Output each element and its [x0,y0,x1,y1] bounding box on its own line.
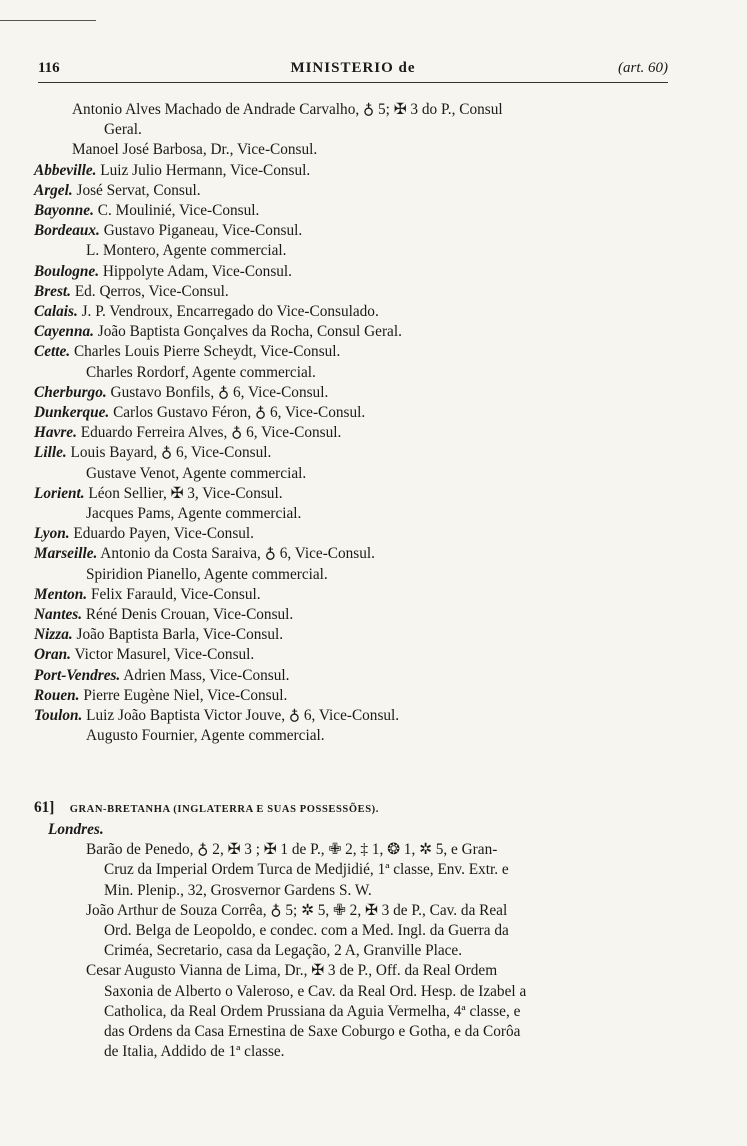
place-name: Port-Vendres. [34,666,121,684]
place-name: Rouen. [34,686,80,704]
list-item [34,302,674,322]
place-name: Nizza. [34,626,73,644]
entry-text: Felix Farauld, Vice-Consul. [90,585,261,603]
consular-list-france [34,100,674,747]
list-item [34,181,674,201]
place-name: Menton. [34,585,88,603]
section-line: Min. Plenip., 32, Grosvernor Gardens S. W. [104,881,372,899]
place-name: Cherburgo. [34,383,107,401]
entry-text: Réné Denis Crouan, Vice-Consul. [85,606,294,624]
section-line: Cruz da Imperial Ordem Turca de Medjidié, 1ª classe, Env. Extr. e [104,861,509,879]
entry-text: Antonio da Costa Saraiva, ♁ 6, Vice-Consul. [100,545,375,563]
place-name: Lyon. [34,525,70,543]
section-line: de Italia, Addido de 1ª classe. [104,1043,285,1061]
section-gran-bretanha [34,798,674,1062]
list-item [34,726,674,746]
list-item [34,706,674,726]
list-item [34,464,674,484]
section-title: GRAN-BRETANHA (INGLATERRA E SUAS POSSESSÕES). [69,804,380,815]
list-item [34,241,674,261]
entry-text: C. Moulinié, Vice-Consul. [97,202,260,220]
entry-text: L. Montero, Agente commercial. [86,242,287,260]
entry-text: Spiridion Pianello, Agente commercial. [86,565,328,583]
section-place: Londres. [48,821,104,838]
entry-text: Gustavo Piganeau, Vice-Consul. [103,222,303,240]
list-item [34,221,674,241]
place-name: Bayonne. [34,202,94,220]
entry-text: Carlos Gustavo Féron, ♁ 6, Vice-Consul. [113,404,366,422]
section-number: 61] [34,799,55,816]
list-item [34,363,674,383]
entry-text: Louis Bayard, ♁ 6, Vice-Consul. [70,444,272,462]
entry-text: João Baptista Barla, Vice-Consul. [76,626,284,644]
entry-text: João Baptista Gonçalves da Rocha, Consul Geral. [97,323,402,341]
entry-text: Adrien Mass, Vice-Consul. [123,666,290,684]
place-name: Calais. [34,303,78,321]
section-line: Criméa, Secretario, casa da Legação, 2 A, Granville Place. [104,942,463,960]
page-number: 116 [38,60,60,76]
list-item [34,625,674,645]
section-heading [34,798,674,820]
list-item [34,100,674,120]
list-item [34,605,674,625]
list-item [34,262,674,282]
entry-text: Léon Sellier, ✠ 3, Vice-Consul. [88,484,283,502]
list-item [34,504,674,524]
header-article: (art. 60) [618,60,668,76]
section-line: Saxonia de Alberto o Valeroso, e Cav. da Real Ord. Hesp. de Izabel a [104,982,527,1000]
entry-text: Gustavo Bonfils, ♁ 6, Vice-Consul. [110,383,329,401]
entry-text: José Servat, Consul. [76,181,201,199]
list-item [34,120,674,140]
section-lines [34,840,674,1062]
section-line: das Ordens da Casa Ernestina de Saxe Coburgo e Gotha, e da Corôa [104,1023,521,1041]
place-name: Bordeaux. [34,222,100,240]
list-item [34,423,674,443]
entry-text: Augusto Fournier, Agente commercial. [86,727,325,745]
section-line: Catholica, da Real Ordem Prussiana da Aguia Vermelha, 4ª classe, e [104,1002,521,1020]
entry-text: Charles Rordorf, Agente commercial. [86,363,316,381]
list-item [34,282,674,302]
top-rule [0,20,96,21]
section-line: João Arthur de Souza Corrêa, ♁ 5; ✲ 5, ✙ 2, ✠ 3 de P., Cav. da Real [86,901,508,919]
entry-text: Gustave Venot, Agente commercial. [86,464,307,482]
entry-text: Charles Louis Pierre Scheydt, Vice-Consul. [73,343,341,361]
entry-text: Eduardo Payen, Vice-Consul. [73,525,255,543]
entry-text: Ed. Qerros, Vice-Consul. [74,282,229,300]
section-line: Ord. Belga de Leopoldo, e condec. com a Med. Ingl. da Guerra da [104,922,509,940]
entry-text: Luiz Julio Hermann, Vice-Consul. [100,161,311,179]
place-name: Oran. [34,646,71,664]
list-item [34,484,674,504]
list-item [34,686,674,706]
entry-text: Geral. [104,121,142,139]
running-header [38,58,668,83]
list-item [34,383,674,403]
place-name: Dunkerque. [34,404,110,422]
list-item [34,201,674,221]
place-name: Argel. [34,181,73,199]
entry-text: Jacques Pams, Agente commercial. [86,505,302,523]
section-line: Cesar Augusto Vianna de Lima, Dr., ✠ 3 de P., Off. da Real Ordem [86,962,498,980]
place-name: Lorient. [34,484,85,502]
place-name: Lille. [34,444,67,462]
place-name: Cayenna. [34,323,94,341]
entry-text: Antonio Alves Machado de Andrade Carvalho, ♁ 5; ✠ 3 do P., Consul [72,101,503,118]
list-item [34,666,674,686]
list-item [34,443,674,463]
place-name: Cette. [34,343,71,361]
list-item [34,403,674,423]
list-item [34,544,674,564]
entry-text: Pierre Eugène Niel, Vice-Consul. [83,686,288,704]
entry-text: Manoel José Barbosa, Dr., Vice-Consul. [72,141,318,159]
list-item [34,645,674,665]
entry-text: Victor Masurel, Vice-Consul. [74,646,255,664]
section-line: Barão de Penedo, ♁ 2, ✠ 3 ; ✠ 1 de P., ✙ 2, ‡ 1, ❂ 1, ✲ 5, e Gran- [86,841,498,859]
list-item [34,140,674,160]
place-name: Nantes. [34,606,83,624]
entry-text: Eduardo Ferreira Alves, ♁ 6, Vice-Consul. [80,424,342,442]
entry-text: Luiz João Baptista Victor Jouve, ♁ 6, Vice-Consul. [86,707,400,725]
place-name: Marseille. [34,545,98,563]
list-item [34,161,674,181]
header-title: MINISTERIO de [290,60,416,76]
list-item [34,565,674,585]
list-item [34,322,674,342]
place-name: Brest. [34,282,71,300]
list-item [34,342,674,362]
entry-text: J. P. Vendroux, Encarregado do Vice-Consulado. [81,303,379,321]
place-name: Toulon. [34,707,83,725]
place-name: Boulogne. [34,262,100,280]
list-item [34,585,674,605]
list-item [34,524,674,544]
place-name: Havre. [34,424,77,442]
entry-text: Hippolyte Adam, Vice-Consul. [102,262,293,280]
place-name: Abbeville. [34,161,97,179]
